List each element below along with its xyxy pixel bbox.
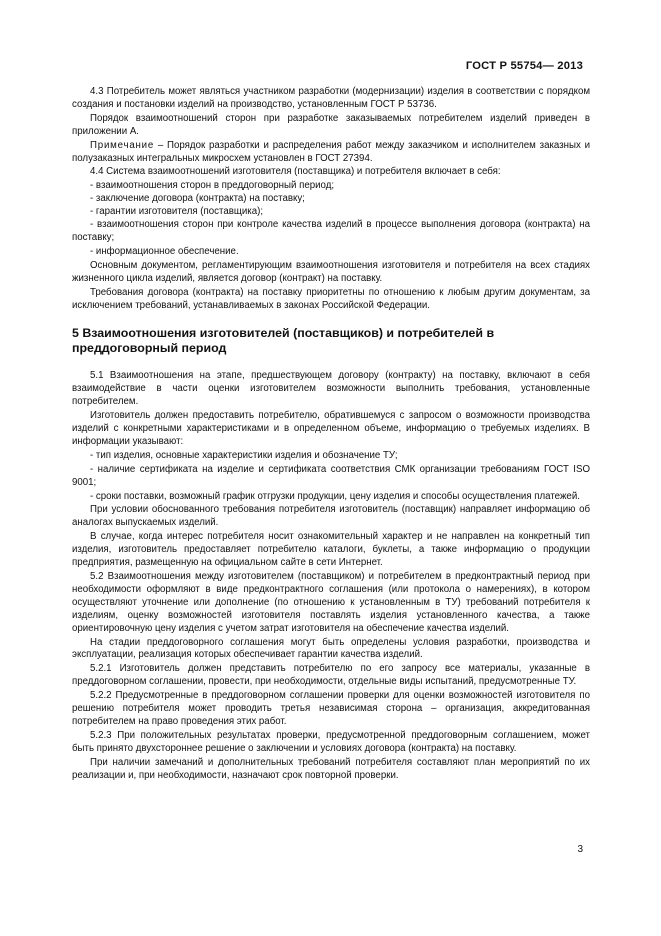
paragraph-5-2: 5.2 Взаимоотношения между изготовителем (поставщиком) и потребителем в предконтрактный период при необходимости оформляют в виде предконтрактного соглашения (или протокола о намерениях), в котором осуществляют уточнение или дополнение (по отношению к установленным в ТУ) требований потребителя к изделиям, оценку возможностей изготовителя поставлять изделия установленного качества, а также ориентировочную цену изделия с учетом затрат изготовителя на обеспечение качества изделий. xyxy=(72,571,590,634)
list-item: - взаимоотношения сторон в преддоговорный период; xyxy=(90,180,335,192)
paragraph-4-4: 4.4 Система взаимоотношений изготовителя (поставщика) и потребителя включает в себя: xyxy=(90,166,501,178)
page-number: 3 xyxy=(577,844,583,855)
paragraph-5-1: 5.1 Взаимоотношения на этапе, предшествующем договору (контракту) на поставку, включают в себя взаимодействие в части оценки изготовителем возможности выполнить требования, установленные потребителем. xyxy=(72,370,590,408)
document-header: ГОСТ Р 55754— 2013 xyxy=(465,60,583,72)
list-item: - сроки поставки, возможный график отгрузки продукции, цену изделия и способы осуществления платежей. xyxy=(90,490,580,502)
paragraph-analogs: При условии обоснованного требования потребителя изготовитель (поставщик) направляет информацию об аналогах выпускаемых изделий. xyxy=(72,504,590,529)
list-item: - наличие сертификата на изделие и сертификата соответствия СМК организации требованиям ГОСТ ISO 9001; xyxy=(72,463,590,488)
document-body xyxy=(72,86,590,784)
list-item: - тип изделия, основные характеристики изделия и обозначение ТУ; xyxy=(90,449,398,461)
paragraph-main-document: Основным документом, регламентирующим взаимоотношения изготовителя и потребителя на всех стадиях жизненного цикла изделий, является договор (контракт) на поставку. xyxy=(72,259,590,284)
list-item: - информационное обеспечение. xyxy=(90,245,239,257)
paragraph-4-3: 4.3 Потребитель может являться участником разработки (модернизации) изделия в соответствии с порядком создания и постановки изделий на производство, установленным ГОСТ Р 53736. xyxy=(72,86,590,110)
paragraph-manufacturer-info: Изготовитель должен предоставить потребителю, обратившемуся с запросом о возможности производства изделий с конкретными характеристиками и в определенном объеме, информацию о требуемых изделиях. В информации указывают: xyxy=(72,410,590,447)
note-paragraph xyxy=(72,140,590,166)
section-heading: 5 Взаимоотношения изготовителей (поставщиков) и потребителей в преддоговорный период xyxy=(72,326,495,356)
paragraph-pre-contract-stage: На стадии преддоговорного соглашения могут быть определены условия разработки, производства и эксплуатации, реализация которых обеспечивает гарантии качества изделий. xyxy=(72,636,590,661)
paragraph-remarks: При наличии замечаний и дополнительных требований потребителя составляют план мероприятий по их реализации и, при необходимости, назначают срок повторной проверки. xyxy=(72,756,590,781)
paragraph-catalogs: В случае, когда интерес потребителя носит ознакомительный характер и не направлен на конкретный тип изделия, изготовитель предоставляет потребителю каталоги, буклеты, а также информацию о продукции предприятия, размещенную на официальном сайте в сети Интернет. xyxy=(72,531,590,569)
paragraph-5-2-2: 5.2.2 Предусмотренные в преддоговорном соглашении проверки для оценки возможностей изготовителя по решению потребителя может проводить третья независимая сторона – организация, аккредитованная потребителем на право проведения этих работ. xyxy=(72,690,590,727)
note-label: Примечание xyxy=(90,139,155,151)
paragraph-contract-priority: Требования договора (контракта) на поставку приоритетны по отношению к любым другим документам, за исключением требований, устанавливаемых в законах Российской Федерации. xyxy=(72,286,590,311)
list-item: - заключение договора (контракта) на поставку; xyxy=(90,193,305,205)
paragraph-5-2-3: 5.2.3 При положительных результатах проверки, предусмотренной преддоговорным соглашением, может быть принято двухстороннее решение о заключении и условиях договора (контракта) на поставку. xyxy=(72,729,590,754)
paragraph-annex-ref: Порядок взаимоотношений сторон при разработке заказываемых потребителем изделий приведен в приложении А. xyxy=(72,112,590,137)
list-item: - взаимоотношения сторон при контроле качества изделий в процессе выполнения договора (контракта) на поставку; xyxy=(72,219,590,243)
paragraph-5-2-1: 5.2.1 Изготовитель должен представить потребителю по его запросу все материалы, указанные в преддоговорном соглашении, провести, при необходимости, отдельные виды испытаний, предусмотренные ТУ. xyxy=(72,663,590,688)
list-item: - гарантии изготовителя (поставщика); xyxy=(90,206,264,218)
note-text: – Порядок разработки и распределения работ между заказчиком и исполнителем заказных и полузаказных интегральных микросхем установлен в ГОСТ 27394. xyxy=(72,139,590,164)
